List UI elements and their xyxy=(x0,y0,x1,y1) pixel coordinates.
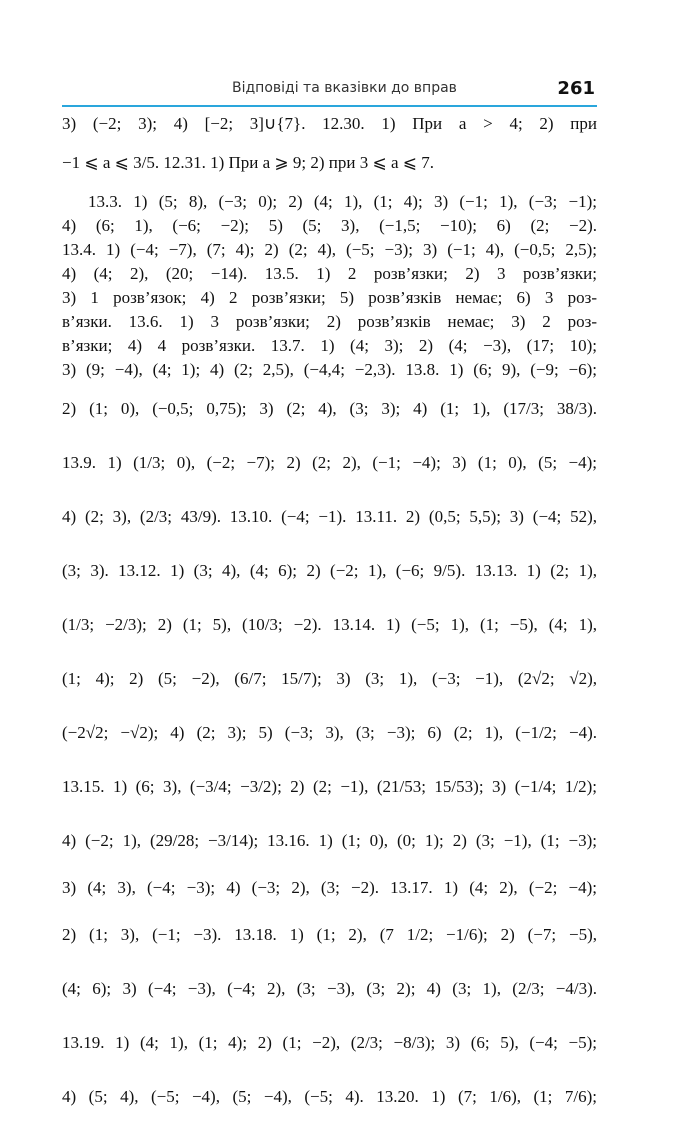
text-line: (1; 4); 2) (5; −2), (6/7; 15/7); 3) (3; 1), (−3; −1), (2√2; √2), xyxy=(62,669,597,688)
text-line: 13.15. 1) (6; 3), (−3/4; −3/2); 2) (2; −1), (21/53; 15/53); 3) (−1/4; 1/2); xyxy=(62,777,597,796)
text-line: 13.9. 1) (1/3; 0), (−2; −7); 2) (2; 2), (−1; −4); 3) (1; 0), (5; −4); xyxy=(62,453,597,472)
text-line: 3) (9; −4), (4; 1); 4) (2; 2,5), (−4,4; −2,3). 13.8. 1) (6; 9), (−9; −6); xyxy=(62,360,597,379)
header-rule xyxy=(62,105,597,107)
text-line: 4) (5; 4), (−5; −4), (5; −4), (−5; 4). 13.20. 1) (7; 1/6), (1; 7/6); xyxy=(62,1087,597,1106)
text-line: 4) (2; 3), (2/3; 43/9). 13.10. (−4; −1). 13.11. 2) (0,5; 5,5); 3) (−4; 52), xyxy=(62,507,597,526)
text-line: (1/3; −2/3); 2) (1; 5), (10/3; −2). 13.14. 1) (−5; 1), (1; −5), (4; 1), xyxy=(62,615,597,634)
text-line: 13.19. 1) (4; 1), (1; 4); 2) (1; −2), (2/3; −8/3); 3) (6; 5), (−4; −5); xyxy=(62,1033,597,1052)
text-line: в’язки. 13.6. 1) 3 розв’язки; 2) розв’язків немає; 3) 2 роз- xyxy=(62,312,597,331)
text-line: 4) (−2; 1), (29/28; −3/14); 13.16. 1) (1; 0), (0; 1); 2) (3; −1), (1; −3); xyxy=(62,831,597,850)
text-line: 4) (4; 2), (20; −14). 13.5. 1) 2 розв’язки; 2) 3 розв’язки; xyxy=(62,264,597,283)
answers-text xyxy=(62,112,597,1124)
text-line: (−2√2; −√2); 4) (2; 3); 5) (−3; 3), (3; −3); 6) (2; 1), (−1/2; −4). xyxy=(62,723,597,742)
text-line: 3) (−2; 3); 4) [−2; 3]∪{7}. 12.30. 1) При a > 4; 2) при xyxy=(62,114,597,133)
running-header: Відповіді та вказівки до вправ xyxy=(232,80,457,96)
text-line: −1 ⩽ a ⩽ 3/5. 12.31. 1) При a ⩾ 9; 2) при 3 ⩽ a ⩽ 7. xyxy=(62,153,435,172)
text-line: 2) (1; 3), (−1; −3). 13.18. 1) (1; 2), (7 1/2; −1/6); 2) (−7; −5), xyxy=(62,925,597,944)
text-line: 3) (4; 3), (−4; −3); 4) (−3; 2), (3; −2). 13.17. 1) (4; 2), (−2; −4); xyxy=(62,878,597,897)
page-number: 261 xyxy=(557,78,595,99)
text-line: 2) (1; 0), (−0,5; 0,75); 3) (2; 4), (3; 3); 4) (1; 1), (17/3; 38/3). xyxy=(62,399,597,418)
text-line: 13.3. 1) (5; 8), (−3; 0); 2) (4; 1), (1; 4); 3) (−1; 1), (−3; −1); xyxy=(88,192,597,211)
text-line: (3; 3). 13.12. 1) (3; 4), (4; 6); 2) (−2; 1), (−6; 9/5). 13.13. 1) (2; 1), xyxy=(62,561,597,580)
text-line: (4; 6); 3) (−4; −3), (−4; 2), (3; −3), (3; 2); 4) (3; 1), (2/3; −4/3). xyxy=(62,979,597,998)
text-line: 4) (6; 1), (−6; −2); 5) (5; 3), (−1,5; −10); 6) (2; −2). xyxy=(62,216,597,235)
text-line: в’язки; 4) 4 розв’язки. 13.7. 1) (4; 3); 2) (4; −3), (17; 10); xyxy=(62,336,597,355)
text-line: 3) 1 розв’язок; 4) 2 розв’язки; 5) розв’язків немає; 6) 3 роз- xyxy=(62,288,597,307)
text-line: 13.4. 1) (−4; −7), (7; 4); 2) (2; 4), (−5; −3); 3) (−1; 4), (−0,5; 2,5); xyxy=(62,240,597,259)
